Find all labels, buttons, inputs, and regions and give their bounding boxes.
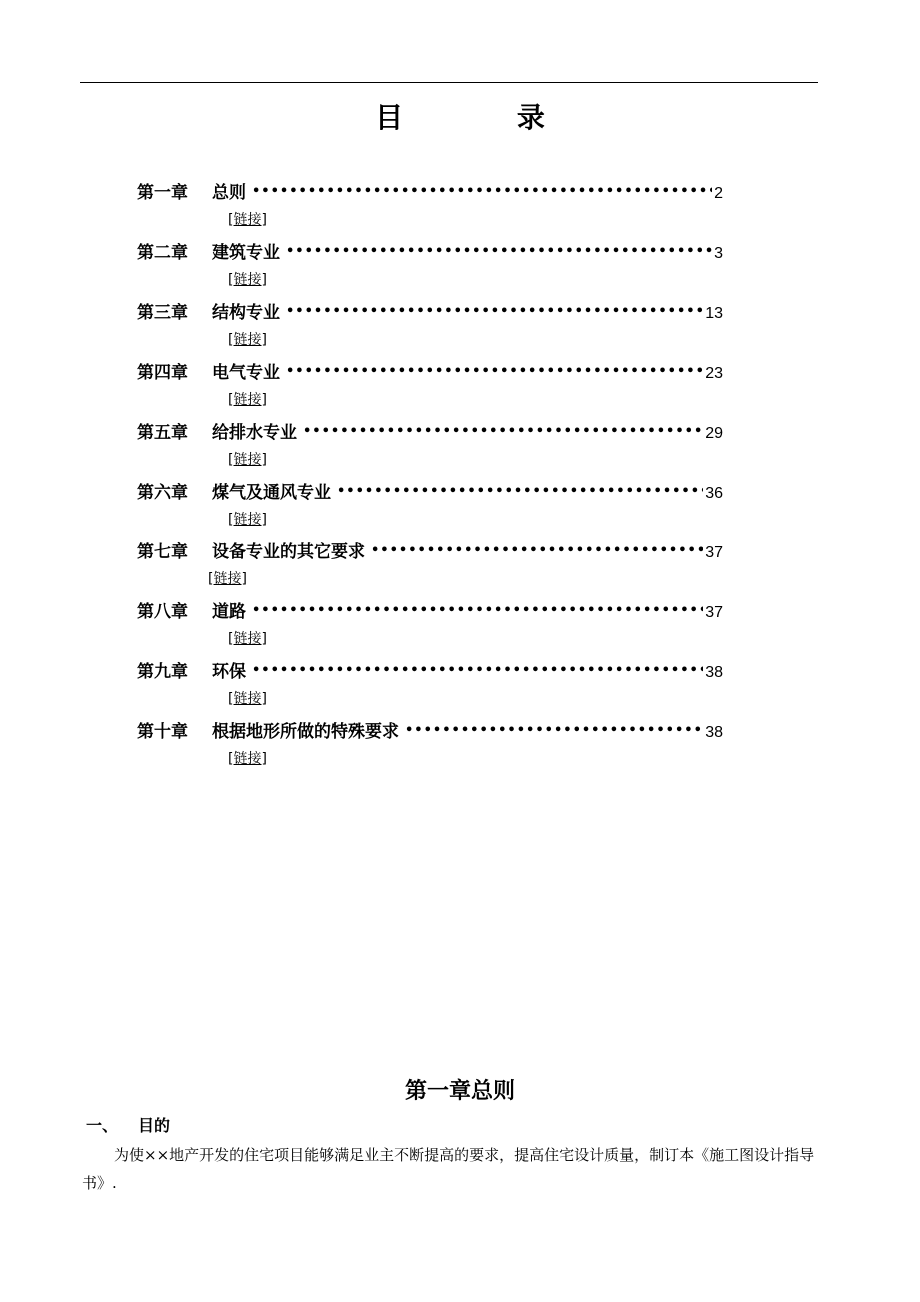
toc-page-number: 36 — [705, 485, 723, 502]
toc-entry[interactable] — [137, 478, 723, 502]
toc-chapter-label: 第四章 — [137, 363, 188, 383]
toc-chapter-label: 第六章 — [137, 483, 188, 503]
toc-entry[interactable] — [137, 537, 723, 561]
toc-entry[interactable] — [137, 238, 723, 262]
toc-chapter-label: 第十章 — [137, 722, 188, 742]
toc-dot-leader — [337, 484, 703, 499]
toc-chapter-label: 第三章 — [137, 303, 188, 323]
toc-page-number: 37 — [705, 544, 723, 561]
toc-dot-leader — [252, 663, 703, 678]
section-number: 一、 — [86, 1116, 119, 1135]
toc-chapter-label: 第八章 — [137, 602, 188, 622]
toc-entry[interactable] — [137, 657, 723, 681]
toc-link[interactable]: [链接] — [228, 631, 267, 647]
toc-dot-leader — [252, 603, 703, 618]
toc-dot-leader — [286, 364, 703, 379]
toc-chapter-label: 第五章 — [137, 423, 188, 443]
toc-chapter-label: 第二章 — [137, 243, 188, 263]
toc-chapter-name: 总则 — [212, 183, 246, 203]
toc-chapter-name: 电气专业 — [212, 363, 280, 383]
chapter-heading: 第一章总则 — [404, 1079, 515, 1104]
toc-link[interactable]: [链接] — [228, 512, 267, 528]
toc-chapter-name: 根据地形所做的特殊要求 — [212, 722, 399, 742]
toc-chapter-name: 建筑专业 — [212, 243, 280, 263]
toc-entry[interactable] — [137, 418, 723, 442]
toc-entry[interactable] — [137, 597, 723, 621]
toc-entry[interactable] — [137, 298, 723, 322]
toc-page-number: 2 — [714, 185, 723, 202]
section-heading — [86, 1113, 170, 1136]
toc-page-number: 38 — [705, 664, 723, 681]
toc-link[interactable]: [链接] — [228, 272, 267, 288]
body-paragraph: 为使××地产开发的住宅项目能够满足业主不断提高的要求，提高住宅设计质量，制订本《施工图设计指导书》. — [82, 1146, 815, 1192]
toc-page-number: 23 — [705, 365, 723, 382]
toc-chapter-name: 煤气及通风专业 — [212, 483, 331, 503]
toc-chapter-label: 第七章 — [137, 542, 188, 562]
toc-entry[interactable] — [137, 358, 723, 382]
toc-link[interactable]: [链接] — [208, 571, 247, 587]
toc-link[interactable]: [链接] — [228, 212, 267, 228]
section-title: 目的 — [138, 1116, 171, 1135]
toc-page-number: 29 — [705, 425, 723, 442]
toc-entry[interactable] — [137, 717, 723, 741]
toc-dot-leader — [286, 304, 703, 319]
toc-title: 目 录 — [375, 101, 597, 134]
toc-link[interactable]: [链接] — [228, 332, 267, 348]
toc-link[interactable]: [链接] — [228, 751, 267, 767]
toc-page-number: 3 — [714, 245, 723, 262]
toc-chapter-name: 给排水专业 — [212, 423, 297, 443]
toc-chapter-label: 第九章 — [137, 662, 188, 682]
toc-chapter-label: 第一章 — [137, 183, 188, 203]
toc-page-number: 13 — [705, 305, 723, 322]
toc-link[interactable]: [链接] — [228, 691, 267, 707]
toc-chapter-name: 结构专业 — [212, 303, 280, 323]
toc-chapter-name: 环保 — [212, 662, 246, 682]
toc-link[interactable]: [链接] — [228, 452, 267, 468]
toc-dot-leader — [252, 184, 712, 199]
toc-entry[interactable] — [137, 178, 723, 202]
toc-dot-leader — [371, 543, 703, 558]
toc-page-number: 37 — [705, 604, 723, 621]
toc-dot-leader — [286, 244, 712, 259]
toc-dot-leader — [405, 723, 703, 738]
toc-chapter-name: 道路 — [212, 602, 246, 622]
header-rule — [80, 82, 818, 83]
toc-dot-leader — [303, 424, 703, 439]
toc-chapter-name: 设备专业的其它要求 — [212, 542, 365, 562]
toc-link[interactable]: [链接] — [228, 392, 267, 408]
toc-page-number: 38 — [705, 724, 723, 741]
